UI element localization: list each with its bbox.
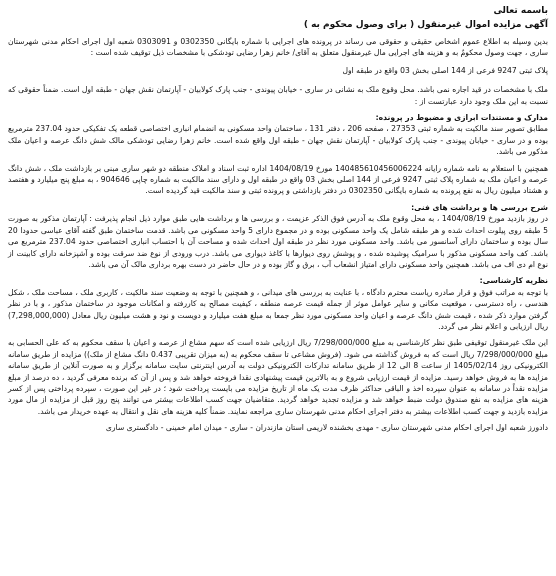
notice-subtitle: آگهی مزایده اموال غیرمنقول ( برای وصول محکوم به ): [303, 20, 548, 30]
footer-signature: دادورز شعبه اول اجرای احکام مدنی شهرستان ساری - مهدی بخشنده لاریمی استان مازندران - ساری - میدان امام خمینی - دادگستری ساری: [105, 423, 548, 433]
sale-paragraph: این ملک غیرمنقول توقیفی طبق نظر کارشناسی به مبلغ 7/298/000/000 ریال ارزیابی شده است که سهم مشاع از عرصه و اعیان با سقف محکوم به که علی الحسابی به مبلغ 7/298/000/000 ریال است که به فروش گذاشته می شود. (فروش مشاعی تا سقف محکوم به (به میزان تقریبی 0.437 دانگ مشاع از ملک)) مزایده از طریق سامانه الکترونیکی روز 1405/02/14 از ساعت 8 الی 12 از طریق سامانه تدارکات الکترونیکی دولت به آدرس اینترنتی سایت سامانه برگزار و به صورت آنلاین از طریق سامانه مزایده ها به فروش خواهد رسید. مزایده از قیمت ارزیابی شروع و به بالاترین قیمت پیشنهادی نقدا فروخته خواهد شد و پس از آن که برنده معرفی گردید ، ده درصد از مبلغ مزایده نقداً در سامانه به عنوان سپرده اخذ و الباقی حداکثر ظرف مدت یک ماه از تاریخ مزایده می بایست پرداخت شود ؛ در غیر این صورت ، سپرده پرداختی پس از کسر هزینه های مزایده به نفع صندوق دولت ضبط خواهد شد و مزایده تجدید خواهد گردید. متقاضیان جهت کسب اطلاعات بیشتر می توانند پنج روز قبل از مزایده از مال مورد مزایده بازدید و جهت کسب اطلاعات بیشتر به دفتر اجرای احکام مدنی شهرستان ساری مراجعه نمایند. ضمناً کلیه هزینه های نقل و انتقال به عهده خریدار می باشد.: [8, 338, 549, 416]
inspection-heading: شرح بررسی ها و برداشت های فنی:: [411, 202, 548, 212]
expert-paragraph: با توجه به مراتب فوق و قرار صادره ریاست محترم دادگاه ، با عنایت به بررسی های میدانی ، و همچنین با توجه به وضعیت سند مالکیت ، کاربری ملک ، مساحت ملک ، شکل هندسی ، راه دسترسی ، موقعیت مکانی و سایر عوامل موثر از جمله قیمت عرصه منطقه ، کیفیت مصالح به کاررفته و امکانات موجود در ساختمان مذکور ، و با در نظر گرفتن موارد ذکر شده ، قیمت شش دانگ عرصه و اعیان واحد مسکونی مورد نظر جمعا به مبلغ هفت میلیارد و دویست و نود و هشت میلیون ریال معادل (7,298,000,000) ریال ارزیابی و اعلام نظر می گردد.: [8, 287, 548, 331]
registration-paragraph-1: مطابق تصویر سند مالکیت به شماره ثبتی 27353 ، صفحه 206 ، دفتر 131 ، ساختمان واحد مسکونی به انضمام انباری اختصاصی قطعه یک تفکیکی حدود 237.04 مترمربع بوده و در ساری - خیابان پیوندی - جنب پارک کولابیان - آپارتمان نقش جهان - طبقه اول واقع شده است. خانم زهرا رضایی تودشکی مالک شش دانگ عرصه و اعیان ملک مذکور می باشد.: [8, 124, 548, 157]
plate-number: پلاک ثبتی 9247 فرعی از 144 اصلی بخش 03 واقع در طبقه اول: [342, 65, 548, 75]
registration-paragraph-2: همچنین با استعلام به نامه شماره رایانه 140485610456006224 مورخ 1404/08/19 اداره ثبت اسناد و املاک منطقه دو شهر ساری مبنی بر بازداشت ملک ، شش دانگ عرصه و اعیان ملک به شماره پلاک ثبتی 9247 فرعی از 144 اصلی بخش 03 واقع در طبقه اول و دارای سند مالکیت به شماره چاپی 904646 ، به مبلغ پنج میلیارد و هفتصد و هشتاد میلیون ریال به نفع پرونده به شماره بایگانی 0302350 در دفتر بازداشتی و پرونده ثبتی و سند مالکیت قید گردیده است.: [8, 163, 549, 196]
inspection-paragraph: در روز بازدید مورخ 1404/08/19 ، به محل وقوع ملک به آدرس فوق الذکر عزیمت ، و بررسی ها و برداشت هایی طبق موارد ذیل انجام پذیرفت : آپارتمان مذکور به صورت 5 طبقه روی پیلوت احداث شده و هر طبقه شامل یک واحد مسکونی بوده و در مجموع دارای 5 واحد مسکونی می باشد. قدمت ساختمان طبق گفته آقای عباسی حدودا 20 سال بوده و ساختمان دارای آسانسور می باشد. واحد مسکونی مورد نظر در طبقه اول احداث شده و مساحت آن با احتساب انباری اختصاصی حدود 237.04 مترمربع می باشد. کف واحد مسکونی مذکور با سرامیک پوشیده شده ، و پوشش روی دیوارها با کاغذ دیواری می باشد. درب ورودی از نوع ضد سرقت بوده و آشپزخانه دارای کابینت از نوع ام دی اف می باشد. همچنین واحد مسکونی دارای امتیاز انشعاب آب ، برق و گاز بوده و در حال حاضر در دست بهره برداری مالک آن می باشد.: [8, 214, 549, 269]
expert-heading: نظریه کارشناسی:: [479, 276, 548, 286]
property-description: ملک با مشخصات در قید اجاره نمی باشد. محل وقوع ملک به نشانی در ساری - خیابان پیوندی - جنب پارک کولابیان - آپارتمان نقش جهان - طبقه اول است. ضمناً حقوقی که نسبت به این ملک وجود دارد عبارتست از :: [8, 85, 548, 106]
intro-paragraph: بدین وسیله به اطلاع عموم اشخاص حقیقی و حقوقی می رساند در پرونده های اجرایی با شماره بایگانی 0302350 و 0303091 شعبه اول اجرای احکام مدنی شهرستان ساری ، جهت وصول محکومٌ به و هزینه های اجرایی مال غیرمنقول متعلق به آقای/ خانم زهرا رضایی تودشکی با مشخصات ذیل توقیف شده است :: [8, 37, 549, 58]
registration-heading: مدارک و مستندات ابرازی و مضبوط در پرونده:: [375, 113, 548, 123]
notice-title: باسمه تعالی: [493, 6, 548, 16]
